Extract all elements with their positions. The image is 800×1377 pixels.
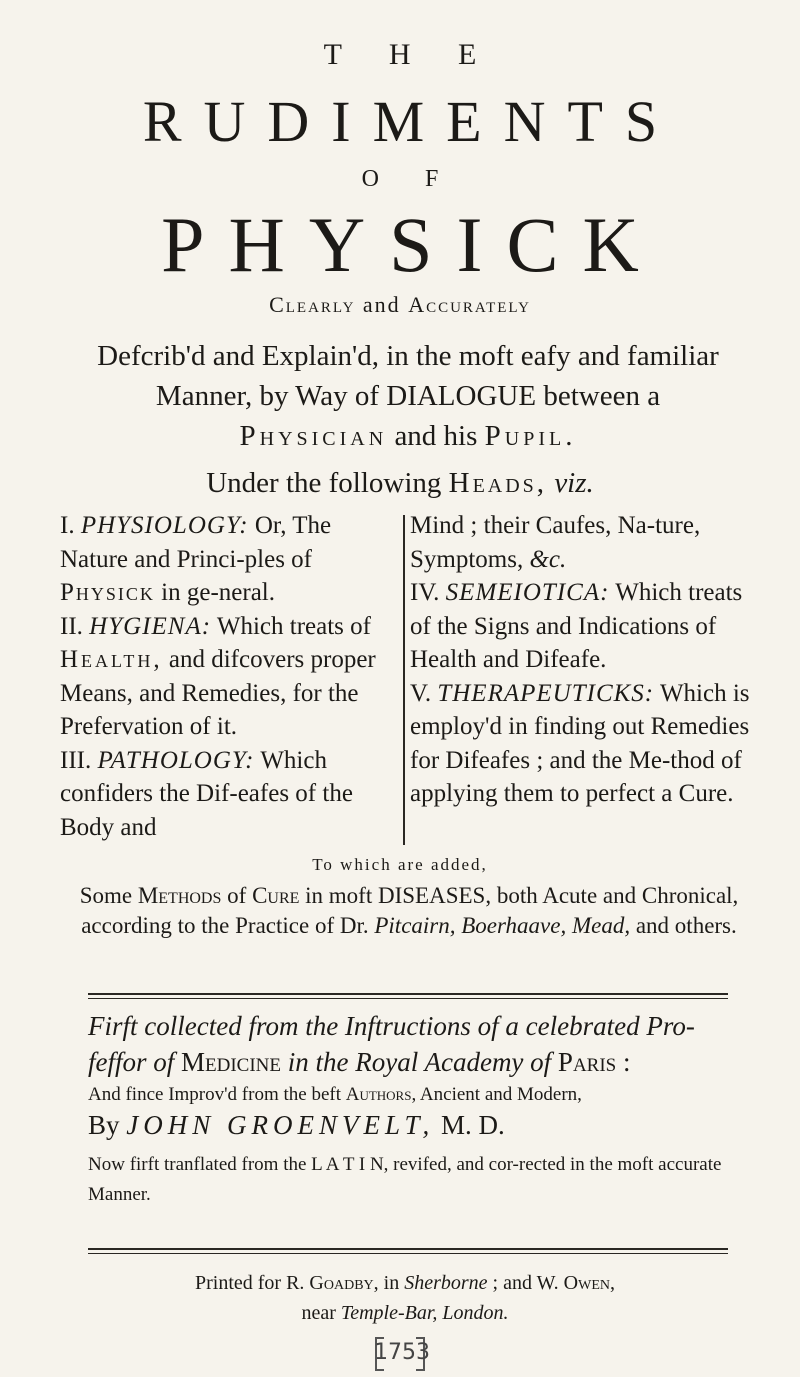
- head-1-word: Physick: [60, 579, 155, 606]
- divider-rule-lower-thin: [88, 1253, 728, 1254]
- description-part3: and his: [394, 420, 478, 452]
- title-the: T H E: [323, 38, 497, 71]
- heads-column-left: [60, 509, 400, 844]
- methods-of: of: [227, 883, 247, 908]
- heads-intro-viz: viz.: [554, 467, 594, 499]
- description-part1: Defcrib'd and Explain'd, in the moft eafy and familiar Manner, by Way of: [97, 340, 719, 412]
- methods-boerhaave: Boerhaave,: [461, 913, 567, 938]
- imprint-temple-bar: Temple-Bar,: [340, 1302, 438, 1324]
- imprint-owen: Owen,: [563, 1272, 615, 1294]
- methods-diseases: DISEASES,: [378, 883, 492, 908]
- head-1-title: PHYSIOLOGY:: [80, 512, 249, 539]
- methods-pitcairn: Pitcairn,: [374, 913, 456, 938]
- head-5-number: V.: [410, 679, 432, 707]
- imprint-goadby: Goadby,: [309, 1272, 379, 1294]
- methods-mead: Mead,: [571, 913, 631, 938]
- imprint-printed-for: Printed for R.: [194, 1272, 305, 1294]
- methods-cure: Cure: [252, 883, 300, 908]
- methods-others: and others.: [635, 913, 737, 938]
- head-2-title: HYGIENA:: [89, 612, 212, 640]
- origin-md: M. D.: [440, 1110, 505, 1140]
- head-1-text: Or, The Nature and Princi-ples of: [60, 512, 332, 573]
- head-2-number: II.: [60, 612, 83, 640]
- shelfmark-number: 1753: [374, 1340, 430, 1365]
- origin-by: By: [88, 1110, 120, 1140]
- shelfmark-stamp: [374, 1336, 430, 1372]
- head-5-title: THERAPEUTICKS:: [437, 679, 655, 707]
- origin-translation: [88, 1150, 738, 1210]
- head-2-end: and difcovers proper Means, and Remedies, for the Prefervation of it.: [60, 646, 376, 740]
- origin-improv-text: And fince Improv'd from the beft: [88, 1084, 341, 1105]
- origin-ancient: Ancient and Modern,: [419, 1084, 582, 1105]
- head-1-number: I.: [60, 512, 75, 539]
- origin-author-line: [88, 1110, 738, 1141]
- head-5-text: Which is employ'd in finding out Remedies for Difeafes ; and the Me-thod of applying them to perfect a Cure.: [410, 679, 750, 807]
- imprint-sherborne: Sherborne: [404, 1272, 488, 1294]
- subtitle-and: and: [362, 292, 401, 317]
- title-rudiments: RUDIMENTS: [142, 89, 680, 154]
- imprint-london: London.: [442, 1302, 509, 1324]
- heads-column-right: [410, 509, 755, 811]
- methods-methods: Methods: [137, 883, 222, 908]
- subtitle-clearly-word: Clearly: [269, 292, 356, 317]
- origin-academy: in the Royal Academy of: [287, 1047, 552, 1077]
- heads-intro-heads: Heads,: [448, 467, 548, 499]
- description-part2: between a: [543, 380, 661, 412]
- description: [88, 336, 728, 456]
- head-2-text: Which treats of: [216, 612, 371, 640]
- to-which-added: To which are added,: [312, 855, 488, 874]
- title-of: O F: [361, 166, 459, 192]
- divider-rule-lower: [88, 1248, 728, 1250]
- methods-some: Some: [79, 883, 133, 908]
- head-3-continuation: Mind ; their Caufes, Na-ture, Symptoms,: [410, 512, 701, 573]
- head-3-etc: &c.: [529, 545, 567, 573]
- heads-intro-text: Under the following: [206, 467, 442, 499]
- divider-rule-upper-thin: [88, 998, 728, 999]
- subtitle-clearly: [0, 292, 800, 318]
- head-4-title: SEMEIOTICA:: [445, 579, 610, 606]
- column-divider: [403, 515, 405, 845]
- head-3-text: Which confiders the Dif-eafes of the Body and: [60, 746, 353, 841]
- origin-now-end: revifed, and cor-rected in the moft accurate Manner.: [88, 1154, 722, 1205]
- heads-intro: [0, 467, 800, 500]
- description-pupil: Pupil.: [484, 420, 577, 452]
- imprint-and-w: ; and W.: [492, 1272, 559, 1294]
- imprint-in: in: [383, 1272, 400, 1294]
- subtitle-accurately-word: Accurately: [408, 292, 531, 317]
- origin-now: Now firft tranflated from the: [88, 1154, 307, 1175]
- methods-of-cure: [64, 881, 754, 941]
- description-physician: Physician: [239, 420, 388, 452]
- origin-medicine: Medicine: [181, 1047, 281, 1077]
- head-4-text: Which treats of the Signs and Indications of Health and Difeafe.: [410, 579, 743, 673]
- methods-in-moft: in moft: [305, 883, 373, 908]
- methods-rest: both Acute and Chronical, according to the Practice of Dr.: [81, 883, 739, 938]
- divider-rule-upper: [88, 993, 728, 995]
- head-3-number: III.: [60, 746, 92, 774]
- origin-paris: Paris :: [557, 1047, 631, 1077]
- head-4-number: IV.: [410, 579, 440, 606]
- head-1-end: in ge-neral.: [161, 579, 276, 606]
- head-2-word: Health,: [60, 646, 163, 673]
- imprint-near: near: [301, 1302, 336, 1324]
- head-3-title: PATHOLOGY:: [97, 746, 255, 774]
- origin-first: [88, 1008, 728, 1080]
- title-physick: PHYSICK: [161, 201, 663, 288]
- origin-latin: L A T I N,: [311, 1154, 389, 1175]
- origin-first-text: Firft collected from the Inftructions of a celebrated Pro-feffor of: [88, 1011, 695, 1077]
- imprint: [80, 1268, 730, 1328]
- description-dialogue: DIALOGUE: [386, 380, 537, 412]
- origin-author: JOHN GROENVELT,: [126, 1110, 435, 1140]
- origin-authors: Authors,: [345, 1084, 417, 1105]
- origin-improved: [88, 1084, 738, 1106]
